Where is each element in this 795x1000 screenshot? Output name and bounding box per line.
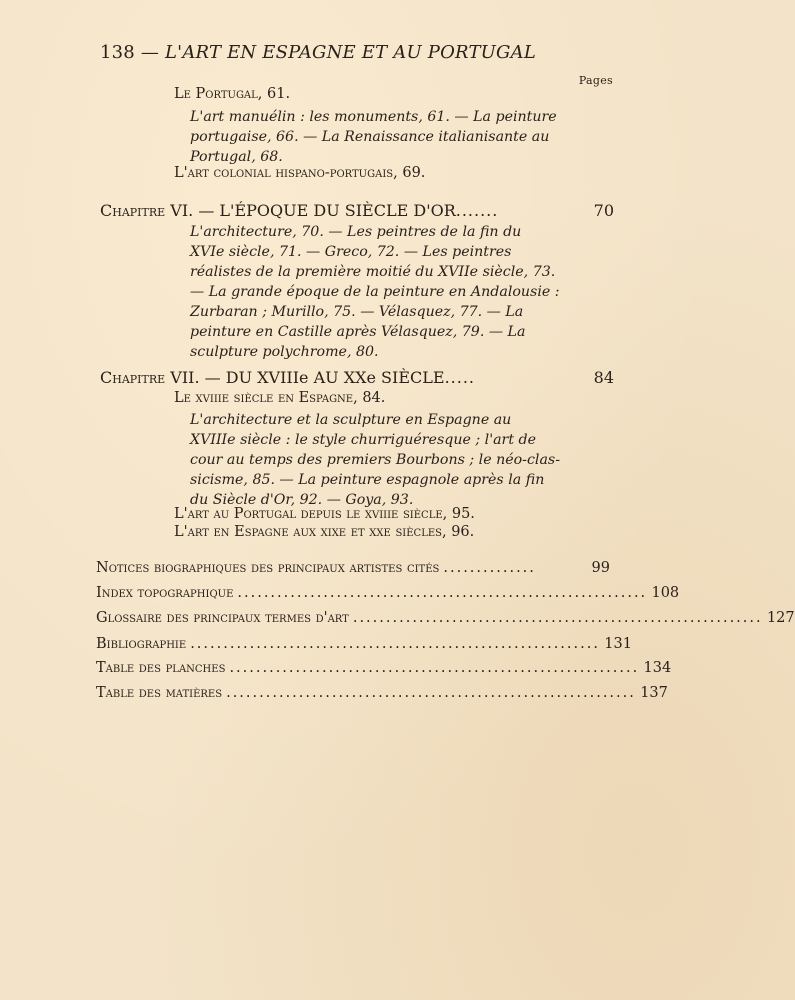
leader-dots: .............................................................. [226,685,636,701]
toc-label: Notices biographiques des principaux artistes cités [96,560,440,576]
desc-line: L'art manuélin : les monuments, 61. — La peinture [190,109,557,125]
leader-dots: .............................................................. [229,660,640,676]
chapter-title: VII. — DU XVIIIe AU XXe SIÈCLE [170,368,445,387]
desc-line: L'architecture et la sculpture en Espagne au [190,412,512,428]
portugal-description [190,107,570,167]
colonial-art-entry: L'art colonial hispano-portugais, 69. [174,165,426,181]
desc-line: — La grande époque de la peinture en Andalousie : [190,284,560,300]
toc-label: Index topographique [96,585,234,601]
chapter-6-description [190,222,570,362]
desc-line: XVIe siècle, 71. — Greco, 72. — Les peintres [190,244,512,260]
chapter-page: 84 [593,368,614,387]
pages-column-label: Pages [578,74,613,87]
toc-row-bibliographie [96,636,632,652]
toc-label: Glossaire des principaux termes d'art [96,610,349,626]
book-title: L'ART EN ESPAGNE ET AU PORTUGAL [165,42,536,63]
leader-dots: .............................................................. [190,636,600,652]
header-separator: — [140,42,160,63]
page-number: 138 [100,42,135,63]
toc-page: 134 [643,660,672,676]
espagne-xix-entry: L'art en Espagne aux xixe et xxe siècles, 96. [174,524,475,540]
desc-line: cour au temps des premiers Bourbons ; le néo-clas- [190,452,560,468]
chapter-7-subheading: Le xviiie siècle en Espagne, 84. [174,390,386,406]
running-head [100,42,536,63]
desc-line: XVIIIe siècle : le style churriguéresque ; l'art de [190,432,537,448]
leader-dots: .............. [443,560,536,576]
toc-page: 127 [766,610,795,626]
leader-dots: .............................................................. [237,585,648,601]
toc-label: Bibliographie [96,636,187,652]
chapter-label: Chapitre [100,201,166,220]
desc-line: sicisme, 85. — La peinture espagnole après la fin [190,472,545,488]
chapter-page: 70 [593,201,614,220]
leader-dots: .............................................................. [352,610,763,626]
chapter-7-entry [100,368,614,387]
toc-row-notices [96,560,610,576]
toc-row-index [96,585,680,601]
portugal-xviii-entry: L'art au Portugal depuis le xviiie siècle, 95. [174,506,475,522]
toc-page: 99 [591,560,610,576]
desc-line: peinture en Castille après Vélasquez, 79. — La [190,324,526,340]
leader-dots: ....... [455,201,499,220]
chapter-title: VI. — L'ÉPOQUE DU SIÈCLE D'OR [170,201,456,220]
toc-label: Table des planches [96,660,226,676]
chapter-7-description [190,410,570,510]
toc-row-matieres [96,685,668,701]
chapter-6-entry [100,201,614,220]
toc-row-glossaire [96,610,795,626]
portugal-heading: Le Portugal, 61. [174,86,291,102]
toc-label: Table des matières [96,685,223,701]
desc-line: Portugal, 68. [190,149,283,165]
toc-row-planches [96,660,672,676]
chapter-label: Chapitre [100,368,166,387]
desc-line: portugaise, 66. — La Renaissance italianisante au [190,129,550,145]
leader-dots: ..... [444,368,475,387]
desc-line: Zurbaran ; Murillo, 75. — Vélasquez, 77. — La [190,304,524,320]
desc-line: du Siècle d'Or, 92. — Goya, 93. [190,492,414,508]
desc-line: L'architecture, 70. — Les peintres de la fin du [190,224,522,240]
toc-page: 137 [640,685,668,701]
toc-page: 108 [651,585,680,601]
toc-page: 131 [604,636,632,652]
desc-line: sculpture polychrome, 80. [190,344,379,360]
desc-line: réalistes de la première moitié du XVIIe siècle, 73. [190,264,556,280]
